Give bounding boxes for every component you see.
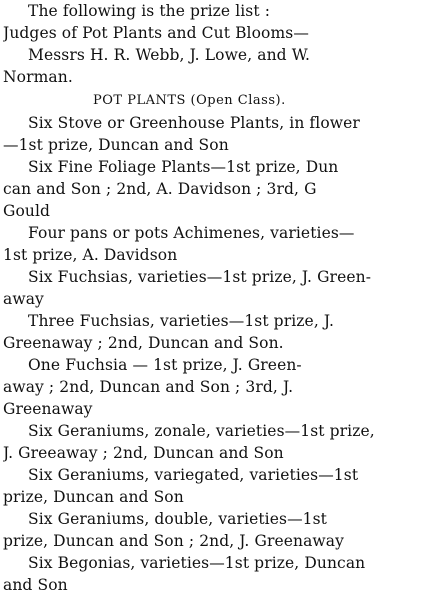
section-heading: POT PLANTS (Open Class).	[93, 93, 286, 108]
entry-line: Four pans or pots Achimenes, varieties—	[28, 224, 355, 242]
entry-line: prize, Duncan and Son ; 2nd, J. Greenaway	[3, 532, 344, 550]
entry-line: Six Geraniums, zonale, varieties—1st prize,	[28, 422, 375, 440]
entry-line: —1st prize, Duncan and Son	[3, 136, 229, 154]
intro-line: The following is the prize list :	[28, 2, 271, 20]
entry-line: away	[3, 290, 44, 308]
judges-names-continued: Norman.	[3, 68, 73, 86]
entry-line: J. Greeaway ; 2nd, Duncan and Son	[3, 444, 284, 462]
entry-line: can and Son ; 2nd, A. Davidson ; 3rd, G	[3, 180, 317, 198]
entry-line: Six Geraniums, variegated, varieties—1st	[28, 466, 359, 484]
entry-line: Six Stove or Greenhouse Plants, in flower	[28, 114, 360, 132]
entry-line: Three Fuchsias, varieties—1st prize, J.	[28, 312, 335, 330]
entry-line: Six Fuchsias, varieties—1st prize, J. Green-	[28, 268, 372, 286]
entry-line: Greenaway ; 2nd, Duncan and Son.	[3, 334, 284, 352]
entry-line: Greenaway	[3, 400, 93, 418]
entry-line: away ; 2nd, Duncan and Son ; 3rd, J.	[3, 378, 294, 396]
judges-names-line: Messrs H. R. Webb, J. Lowe, and W.	[28, 46, 311, 64]
entry-line: prize, Duncan and Son	[3, 488, 184, 506]
entry-line: Six Fine Foliage Plants—1st prize, Dun	[28, 158, 339, 176]
judges-line: Judges of Pot Plants and Cut Blooms—	[3, 24, 309, 42]
entry-line: Six Geraniums, double, varieties—1st	[28, 510, 328, 528]
entry-line: Gould	[3, 202, 51, 220]
entry-line: Six Begonias, varieties—1st prize, Duncan	[28, 554, 366, 572]
entry-line: and Son	[3, 576, 68, 594]
entry-line: One Fuchsia — 1st prize, J. Green-	[28, 356, 302, 374]
entry-line: 1st prize, A. Davidson	[3, 246, 178, 264]
